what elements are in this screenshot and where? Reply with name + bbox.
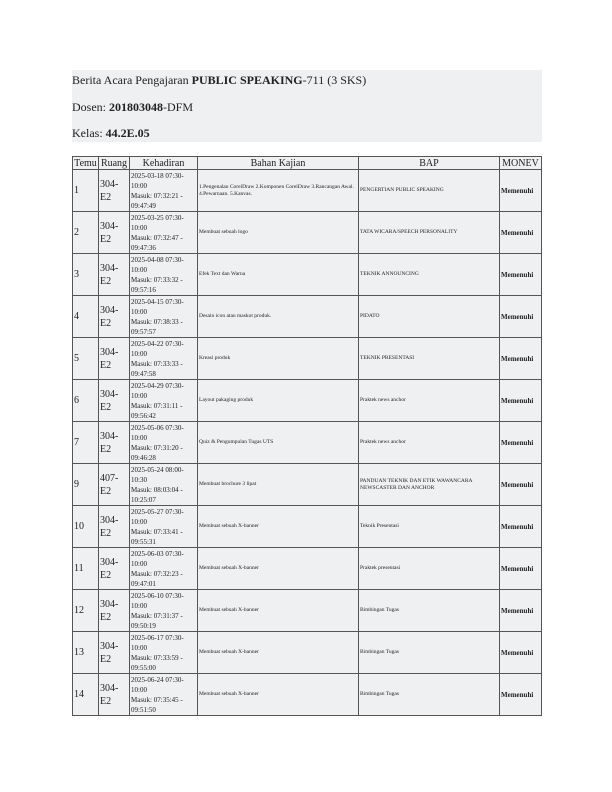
attendance-table	[72, 156, 542, 716]
cell-monev: Memenuhi	[500, 548, 542, 590]
header-bap: BAP	[359, 157, 500, 170]
check-in-time: Masuk: 07:33:59 - 09:55:00	[131, 653, 183, 672]
schedule-time: 2025-06-10 07:30-10:00	[131, 591, 184, 610]
cell-ruang: 407-E2	[99, 464, 130, 506]
cell-monev: Memenuhi	[500, 338, 542, 380]
cell-ruang: 304-E2	[99, 338, 130, 380]
cell-kehadiran	[130, 254, 198, 296]
cell-ruang: 304-E2	[99, 170, 130, 212]
cell-bap: Praktek presentasi	[359, 548, 500, 590]
cell-bahan-kajian: Membuat brochure 3 lipat	[198, 464, 359, 506]
cell-kehadiran	[130, 380, 198, 422]
cell-bap: TATA WICARA/SPEECH PERSONALITY	[359, 212, 500, 254]
schedule-time: 2025-05-24 08:00-10:30	[131, 465, 184, 484]
cell-temu: 14	[73, 674, 99, 716]
cell-bap: Praktek news anchor	[359, 380, 500, 422]
schedule-time: 2025-03-18 07:30-10:00	[131, 171, 184, 190]
cell-bap: Bimbingan Tugas	[359, 674, 500, 716]
class-line	[72, 126, 150, 141]
cell-temu: 6	[73, 380, 99, 422]
cell-temu: 1	[73, 170, 99, 212]
cell-temu: 3	[73, 254, 99, 296]
cell-bahan-kajian: Membuat sebuah logo	[198, 212, 359, 254]
cell-ruang: 304-E2	[99, 632, 130, 674]
schedule-time: 2025-04-22 07:30-10:00	[131, 339, 184, 358]
cell-monev: Memenuhi	[500, 464, 542, 506]
lecturer-label: Dosen:	[72, 100, 109, 114]
cell-bahan-kajian: Quiz & Pengumpulan Tugas UTS	[198, 422, 359, 464]
check-in-time: Masuk: 07:33:41 - 09:55:31	[131, 527, 183, 546]
cell-temu: 9	[73, 464, 99, 506]
report-header	[72, 70, 542, 142]
table-row	[73, 296, 542, 338]
cell-kehadiran	[130, 590, 198, 632]
cell-bahan-kajian: Efek Text dan Warna	[198, 254, 359, 296]
cell-kehadiran	[130, 170, 198, 212]
cell-monev: Memenuhi	[500, 422, 542, 464]
cell-kehadiran	[130, 674, 198, 716]
course-code: -711 (3 SKS)	[302, 73, 367, 87]
cell-kehadiran	[130, 212, 198, 254]
cell-ruang: 304-E2	[99, 422, 130, 464]
cell-bap: TEKNIK ANNOUNCING	[359, 254, 500, 296]
cell-temu: 5	[73, 338, 99, 380]
header-monev: MONEV	[500, 157, 542, 170]
cell-ruang: 304-E2	[99, 590, 130, 632]
cell-bap: PANDUAN TEKNIK DAN ETIK WAWANCARA NEWSCASTER DAN ANCHOR	[359, 464, 500, 506]
schedule-time: 2025-06-03 07:30-10:00	[131, 549, 184, 568]
cell-kehadiran	[130, 464, 198, 506]
lecturer-code: -DFM	[163, 100, 194, 114]
class-value: 44.2E.05	[105, 126, 150, 140]
cell-bap: PIDATO	[359, 296, 500, 338]
cell-bap: Teknik Presentasi	[359, 506, 500, 548]
check-in-time: Masuk: 07:31:11 - 09:56:42	[131, 401, 183, 420]
cell-kehadiran	[130, 296, 198, 338]
course-name: PUBLIC SPEAKING	[191, 73, 303, 87]
table-header-row	[73, 157, 542, 170]
table-row	[73, 632, 542, 674]
cell-monev: Memenuhi	[500, 212, 542, 254]
cell-temu: 13	[73, 632, 99, 674]
schedule-time: 2025-06-24 07:30-10:00	[131, 675, 184, 694]
cell-bahan-kajian: Layout pakaging produk	[198, 380, 359, 422]
cell-temu: 7	[73, 422, 99, 464]
cell-temu: 12	[73, 590, 99, 632]
check-in-time: Masuk: 07:31:20 - 09:46:28	[131, 443, 183, 462]
table-row	[73, 506, 542, 548]
cell-ruang: 304-E2	[99, 674, 130, 716]
report-title	[72, 73, 366, 88]
schedule-time: 2025-05-27 07:30-10:00	[131, 507, 184, 526]
cell-bap: Bimbingan Tugas	[359, 590, 500, 632]
header-kehadiran: Kehadiran	[130, 157, 198, 170]
cell-ruang: 304-E2	[99, 296, 130, 338]
class-label: Kelas:	[72, 126, 106, 140]
cell-kehadiran	[130, 632, 198, 674]
cell-kehadiran	[130, 548, 198, 590]
cell-monev: Memenuhi	[500, 506, 542, 548]
cell-monev: Memenuhi	[500, 674, 542, 716]
cell-bap: TEKNIK PRESENTASI	[359, 338, 500, 380]
cell-monev: Memenuhi	[500, 296, 542, 338]
cell-bap: PENGERTIAN PUBLIC SPEAKING	[359, 170, 500, 212]
cell-temu: 10	[73, 506, 99, 548]
cell-monev: Memenuhi	[500, 590, 542, 632]
cell-ruang: 304-E2	[99, 254, 130, 296]
report-title-prefix: Berita Acara Pengajaran	[72, 73, 192, 87]
table-row	[73, 380, 542, 422]
check-in-time: Masuk: 07:38:33 - 09:57:57	[131, 317, 183, 336]
check-in-time: Masuk: 07:33:32 - 09:57:16	[131, 275, 183, 294]
check-in-time: Masuk: 07:32:21 - 09:47:49	[131, 191, 183, 210]
cell-ruang: 304-E2	[99, 380, 130, 422]
cell-bahan-kajian: Membuat sebuah X-banner	[198, 506, 359, 548]
table-row	[73, 422, 542, 464]
cell-temu: 4	[73, 296, 99, 338]
cell-bahan-kajian: Kreasi produk	[198, 338, 359, 380]
check-in-time: Masuk: 08:03:04 - 10:25:07	[131, 485, 183, 504]
cell-bap: Bimbingan Tugas	[359, 632, 500, 674]
check-in-time: Masuk: 07:32:47 - 09:47:36	[131, 233, 183, 252]
check-in-time: Masuk: 07:33:33 - 09:47:58	[131, 359, 183, 378]
cell-monev: Memenuhi	[500, 632, 542, 674]
schedule-time: 2025-05-06 07:30-10:00	[131, 423, 184, 442]
cell-monev: Memenuhi	[500, 380, 542, 422]
cell-bahan-kajian: Desain icon atau maskot produk.	[198, 296, 359, 338]
lecturer-line	[72, 100, 193, 115]
cell-monev: Memenuhi	[500, 170, 542, 212]
cell-ruang: 304-E2	[99, 506, 130, 548]
cell-bahan-kajian: Membuat sebuah X-banner	[198, 632, 359, 674]
table-row	[73, 254, 542, 296]
table-row	[73, 548, 542, 590]
cell-monev: Memenuhi	[500, 254, 542, 296]
table-row	[73, 464, 542, 506]
check-in-time: Masuk: 07:31:37 - 09:50:19	[131, 611, 183, 630]
cell-bahan-kajian: Membuat sebuah X-banner	[198, 674, 359, 716]
table-row	[73, 590, 542, 632]
cell-ruang: 304-E2	[99, 548, 130, 590]
lecturer-id: 201803048	[109, 100, 163, 114]
schedule-time: 2025-04-08 07:30-10:00	[131, 255, 184, 274]
cell-kehadiran	[130, 422, 198, 464]
cell-temu: 11	[73, 548, 99, 590]
schedule-time: 2025-03-25 07:30-10:00	[131, 213, 184, 232]
cell-kehadiran	[130, 338, 198, 380]
table-row	[73, 338, 542, 380]
check-in-time: Masuk: 07:32:23 - 09:47:01	[131, 569, 183, 588]
cell-kehadiran	[130, 506, 198, 548]
table-row	[73, 212, 542, 254]
header-temu: Temu	[74, 157, 97, 169]
schedule-time: 2025-04-29 07:30-10:00	[131, 381, 184, 400]
check-in-time: Masuk: 07:35:45 - 09:51:50	[131, 695, 183, 714]
header-bahan-kajian: Bahan Kajian	[198, 157, 359, 170]
header-ruang: Ruang	[99, 157, 130, 170]
schedule-time: 2025-04-15 07:30-10:00	[131, 297, 184, 316]
cell-bahan-kajian: Membuat sebuah X-banner	[198, 590, 359, 632]
cell-bap: Praktek news anchor	[359, 422, 500, 464]
cell-temu: 2	[73, 212, 99, 254]
cell-bahan-kajian: 1.Pengenalan CorelDraw 2.Komponen CorelDraw 3.Rancangan Awal. 4.Pewarnaan. 5.Kanvas.	[198, 170, 359, 212]
table-row	[73, 170, 542, 212]
cell-bahan-kajian: Membuat sebuah X-banner	[198, 548, 359, 590]
cell-ruang: 304-E2	[99, 212, 130, 254]
schedule-time: 2025-06-17 07:30-10:00	[131, 633, 184, 652]
table-row	[73, 674, 542, 716]
